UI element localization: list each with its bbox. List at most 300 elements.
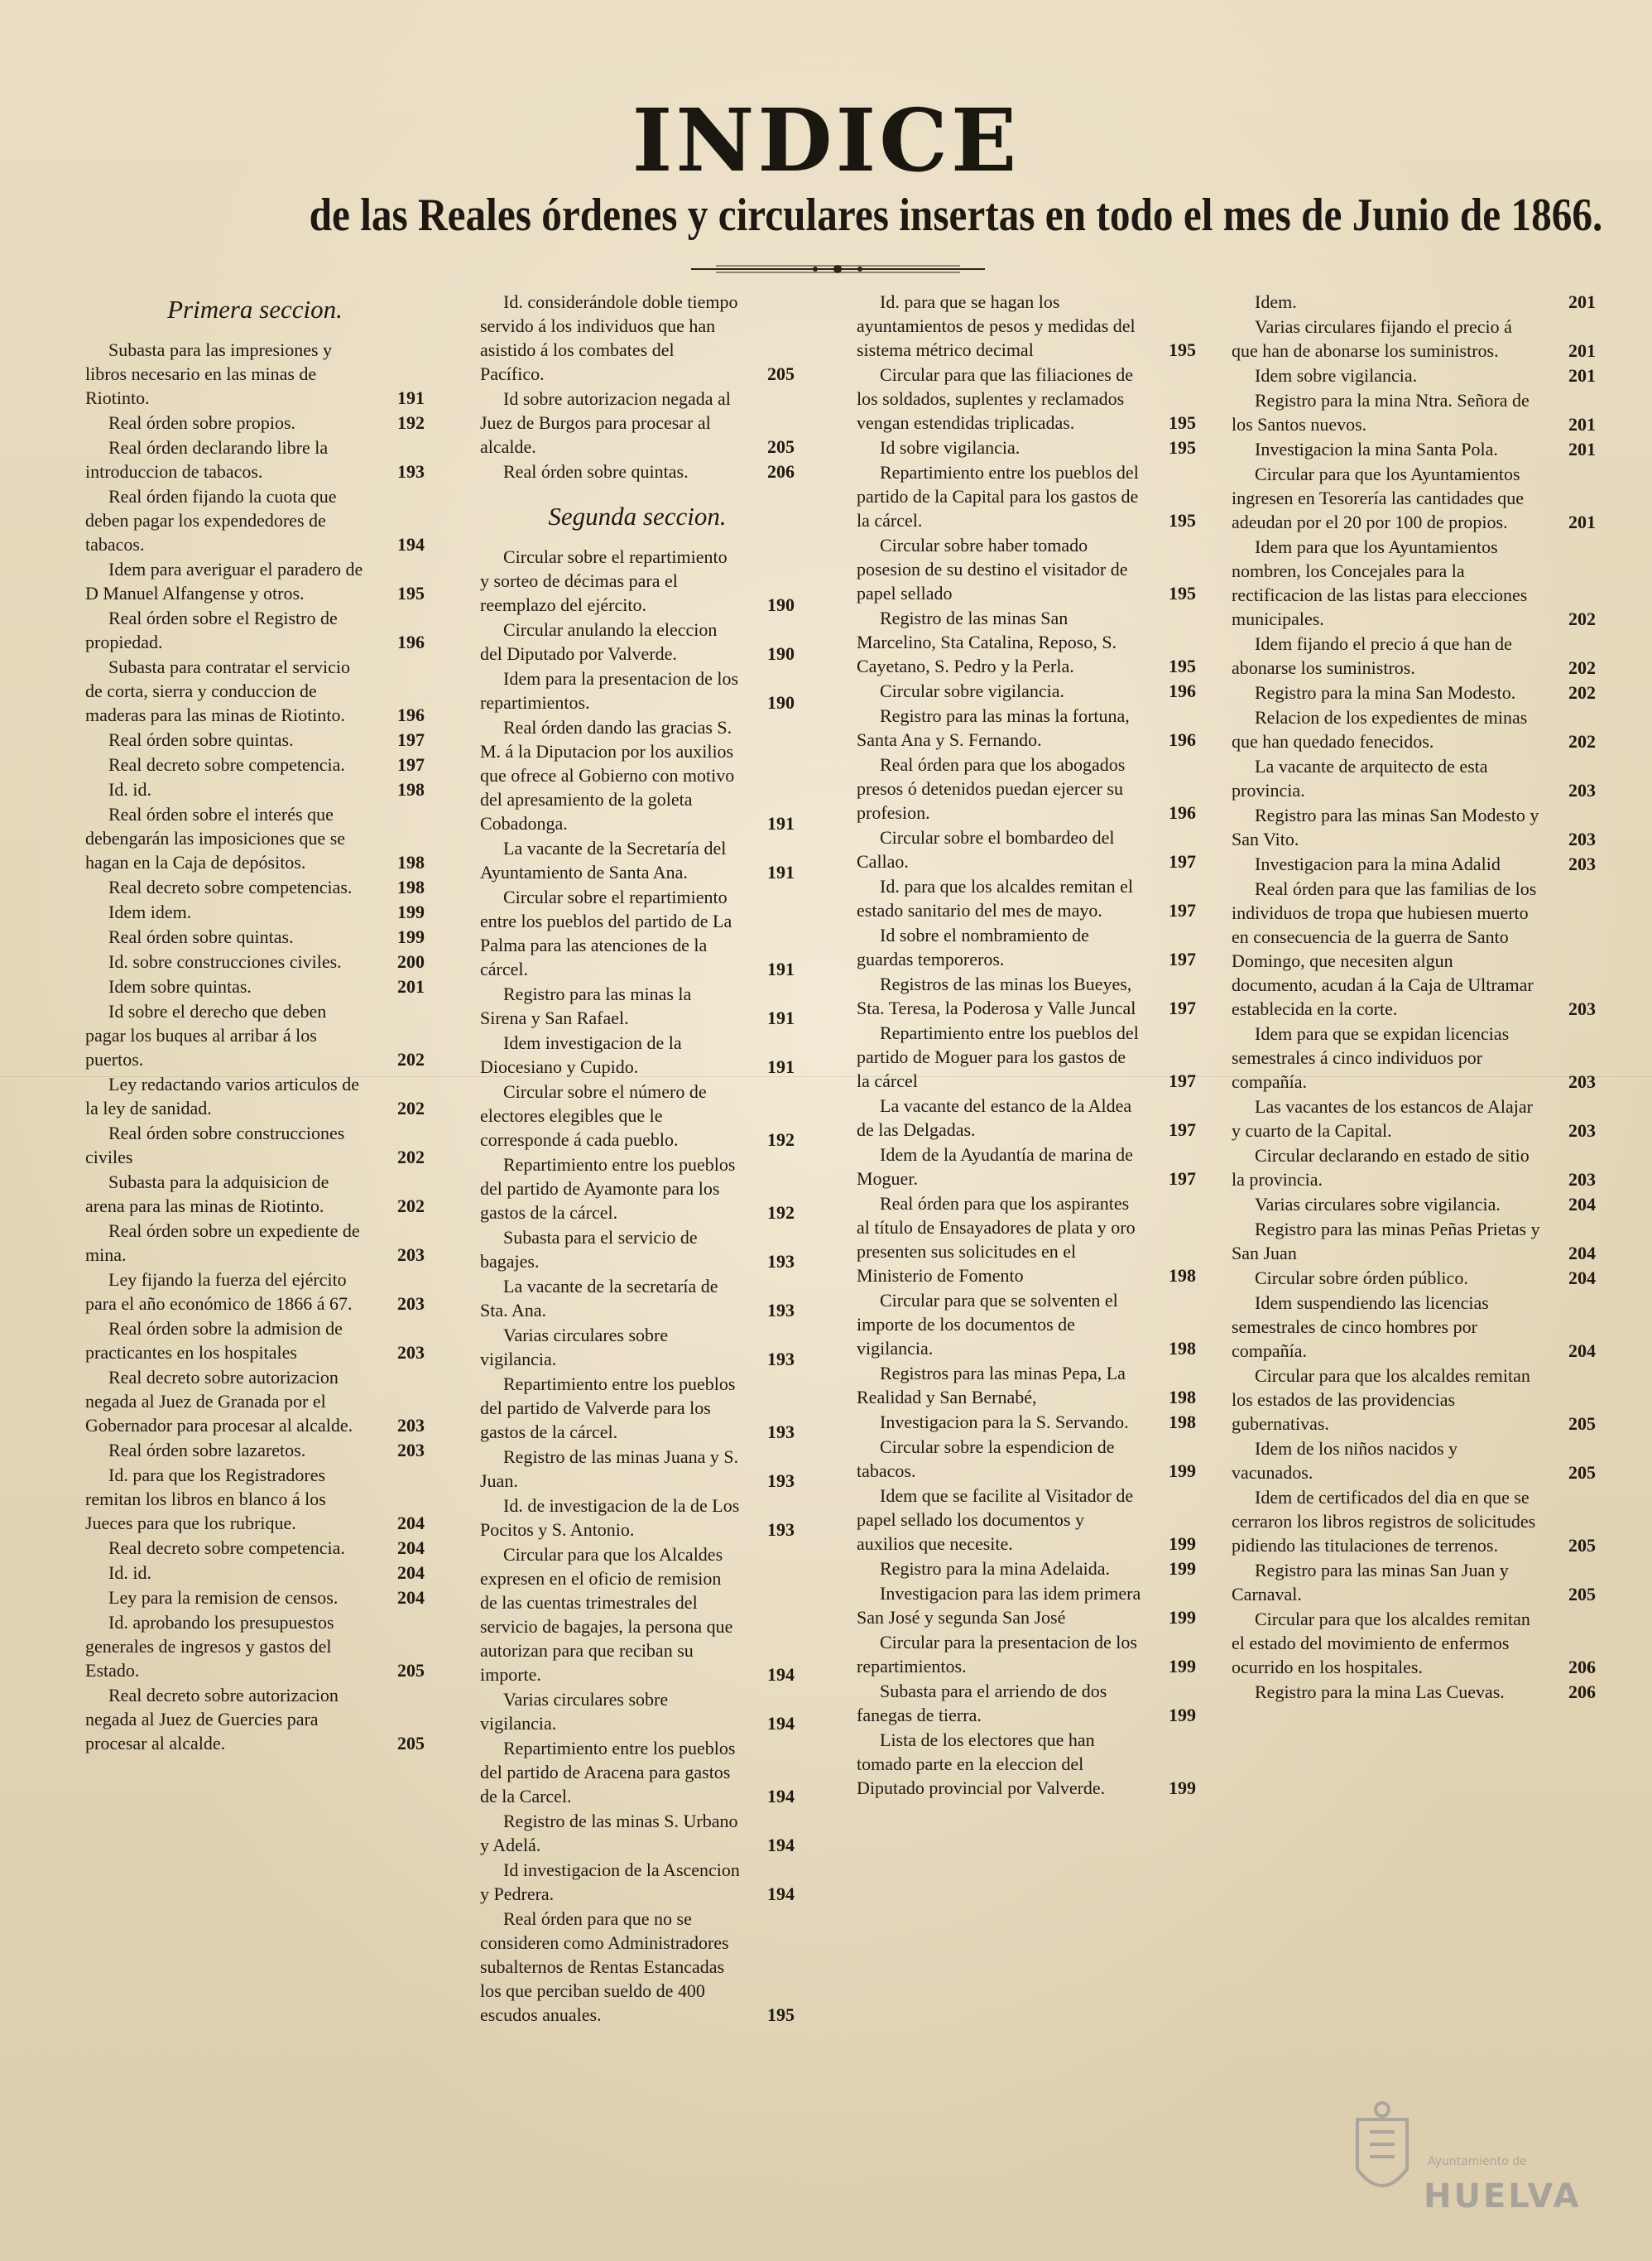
entry-page-number: 204: [397, 1513, 425, 1533]
entry-page-number: 204: [1568, 1194, 1596, 1215]
entry-text: Registro para las minas San Juan y Carnaval.: [1232, 1560, 1509, 1604]
index-entry: [857, 1288, 1196, 1360]
index-entry: [1232, 705, 1596, 753]
entry-text: Real decreto sobre autorizacion negada al Juez de Granada por el Gobernador para procesar al alcalde.: [85, 1367, 353, 1436]
entry-page-number: 205: [397, 1660, 425, 1681]
entry-text: Real órden sobre el interés que debengarán las imposiciones que se hagan en la Caja de depósitos.: [85, 804, 346, 873]
index-entry: [480, 387, 795, 459]
index-entry: [85, 484, 425, 556]
index-entry: [857, 1556, 1196, 1580]
entry-text: Real órden sobre propios.: [108, 412, 296, 433]
index-entry: [1232, 1143, 1596, 1191]
entry-page-number: 192: [767, 1202, 795, 1223]
entry-page-number: 195: [1169, 437, 1196, 458]
entry-page-number: 194: [397, 534, 425, 555]
entry-page-number: 199: [1169, 1558, 1196, 1579]
entry-text: Ley fijando la fuerza del ejército para el año económico de 1866 á 67.: [85, 1269, 353, 1314]
entry-page-number: 190: [767, 594, 795, 615]
entry-page-number: 196: [1169, 802, 1196, 823]
entry-page-number: 205: [767, 436, 795, 457]
index-entry: [85, 1610, 425, 1682]
entry-page-number: 201: [397, 976, 425, 997]
index-entry: [85, 974, 425, 998]
entry-page-number: 198: [1169, 1387, 1196, 1407]
column-2: [480, 290, 795, 2037]
entry-text: Real órden fijando la cuota que deben pagar los expendedores de tabacos.: [85, 486, 337, 555]
index-entry: [85, 802, 425, 874]
entry-text: Circular para que las filiaciones de los soldados, suplentes y reclamados vengan estendidas triplicadas.: [857, 364, 1134, 433]
entry-page-number: 192: [767, 1129, 795, 1150]
index-entry: [85, 900, 425, 924]
index-entry: [480, 836, 795, 884]
entry-page-number: 196: [1169, 681, 1196, 701]
entry-page-number: 202: [1568, 657, 1596, 678]
index-entry: [1232, 1094, 1596, 1143]
entry-text: Circular sobre el número de electores elegibles que le corresponde á cada pueblo.: [480, 1081, 707, 1150]
entry-text: Circular sobre vigilancia.: [880, 681, 1064, 701]
entry-page-number: 199: [1169, 1460, 1196, 1481]
entry-text: Registro para las minas la Sirena y San Rafael.: [480, 984, 692, 1028]
index-entry: [857, 1143, 1196, 1191]
index-entry: [857, 1679, 1196, 1727]
entry-text: Idem sobre vigilancia.: [1255, 365, 1418, 386]
index-entry: [857, 825, 1196, 873]
index-entry: [480, 1494, 795, 1542]
entry-page-number: 202: [1568, 682, 1596, 703]
index-entry: [85, 728, 425, 752]
entry-text: Real órden para que los aspirantes al título de Ensayadores de plata y oro presenten sus solicitudes en el Ministerio de Fomento: [857, 1193, 1136, 1286]
section-heading-primera: Primera seccion.: [167, 295, 343, 324]
index-entry: [857, 972, 1196, 1020]
index-entry: [857, 923, 1196, 971]
index-entry: [857, 1191, 1196, 1287]
entry-text: Idem suspendiendo las licencias semestrales de cinco hombres por compañía.: [1232, 1292, 1489, 1361]
entry-page-number: 202: [1568, 731, 1596, 752]
entry-page-number: 199: [1169, 1656, 1196, 1677]
entry-page-number: 204: [1568, 1340, 1596, 1361]
entry-text: Real órden sobre el Registro de propiedad.: [85, 608, 338, 652]
index-entry: [85, 1585, 425, 1609]
index-entry: [857, 1094, 1196, 1142]
entry-text: Repartimiento entre los pueblos del partido de Valverde para los gastos de la cárcel.: [480, 1373, 736, 1442]
entry-text: Circular sobre el repartimiento y sorteo de décimas para el reemplazo del ejército.: [480, 546, 728, 615]
entry-page-number: 203: [1568, 998, 1596, 1019]
index-entry: [480, 982, 795, 1030]
index-entry: [480, 1907, 795, 2027]
index-entry: [85, 655, 425, 727]
entry-page-number: 204: [397, 1562, 425, 1583]
entry-page-number: 193: [397, 461, 425, 482]
entry-page-number: 195: [397, 583, 425, 604]
entry-page-number: 197: [1169, 1168, 1196, 1189]
index-entry: [480, 1225, 795, 1273]
entry-text: Investigacion para la mina Adalid: [1255, 854, 1501, 874]
entry-page-number: 198: [1169, 1412, 1196, 1432]
entry-text: Real órden sobre construcciones civiles: [85, 1123, 345, 1167]
index-entry: [857, 1021, 1196, 1093]
entry-page-number: 198: [1169, 1265, 1196, 1286]
entry-text: Real órden sobre quintas.: [503, 461, 689, 482]
entry-text: Id. para que los alcaldes remitan el estado sanitario del mes de mayo.: [857, 876, 1134, 921]
entry-text: Idem de los niños nacidos y vacunados.: [1232, 1438, 1458, 1483]
index-entry: [85, 557, 425, 605]
index-entry: [1232, 1266, 1596, 1290]
entry-text: Idem de certificados del dia en que se cerraron los libros registros de solicitudes pidiendo las titulaciones de terrenos.: [1232, 1487, 1536, 1556]
archive-seal-text: HUELVA: [1424, 2177, 1582, 2215]
entry-text: Ley para la remision de censos.: [108, 1587, 339, 1608]
index-entry: [480, 290, 795, 386]
entry-page-number: 204: [1568, 1268, 1596, 1288]
column-4: [1232, 290, 1596, 2037]
entry-page-number: 206: [1568, 1681, 1596, 1702]
entry-page-number: 191: [397, 387, 425, 408]
entry-text: Circular para que los Ayuntamientos ingresen en Tesorería las cantidades que adeudan por el 20 por 100 de propios.: [1232, 464, 1524, 532]
index-entry: [1232, 1364, 1596, 1436]
entry-page-number: 203: [1568, 1120, 1596, 1141]
entry-text: La vacante de arquitecto de esta provincia.: [1232, 756, 1488, 801]
entry-text: Real órden dando las gracias S. M. á la Diputacion por los auxilios que ofrece al Gobierno con motivo del apresamiento de la goleta Cobadonga.: [480, 717, 735, 834]
entry-page-number: 203: [397, 1244, 425, 1265]
index-entry: [480, 545, 795, 617]
index-entry: [1232, 1558, 1596, 1606]
entry-page-number: 197: [397, 729, 425, 750]
index-entry: [480, 1031, 795, 1079]
entry-text: Real decreto sobre competencia.: [108, 754, 345, 775]
entry-page-number: 202: [397, 1147, 425, 1167]
index-entry: [85, 1170, 425, 1218]
entry-text: Registro de las minas Juana y S. Juan.: [480, 1446, 739, 1491]
entry-text: Circular para que los Alcaldes expresen en el oficio de remision de las cuentas trimestrales del servicio de bagajes, la persona que autorizan para que reciban su importe.: [480, 1544, 733, 1685]
entry-page-number: 201: [1568, 512, 1596, 532]
entry-page-number: 197: [1169, 1119, 1196, 1140]
entry-page-number: 194: [767, 1664, 795, 1685]
page-title: INDICE: [632, 89, 1020, 191]
entry-text: Real decreto sobre autorizacion negada al Juez de Guercies para procesar al alcalde.: [85, 1685, 339, 1753]
index-entry: [857, 1581, 1196, 1629]
entry-page-number: 197: [1169, 851, 1196, 872]
entry-page-number: 203: [397, 1293, 425, 1314]
index-entry: [85, 1121, 425, 1169]
entry-text: Id. id.: [108, 779, 151, 800]
entry-text: Idem sobre quintas.: [108, 976, 252, 997]
entry-text: Real órden para que las familias de los individuos de tropa que hubiesen muerto en consecuencia de la guerra de Santo Domingo, que necesiten algun documento, acudan á la Caja de Ultramar establecida en la corte.: [1232, 878, 1537, 1019]
index-entry: [85, 925, 425, 949]
index-entry: [857, 460, 1196, 532]
entry-text: Id sobre el nombramiento de guardas temporeros.: [857, 925, 1089, 969]
index-entry: [1232, 1680, 1596, 1704]
index-entry: [857, 533, 1196, 605]
entry-text: Idem.: [1255, 291, 1297, 312]
index-entry: [857, 363, 1196, 435]
entry-page-number: 195: [1169, 583, 1196, 604]
entry-page-number: 196: [397, 705, 425, 725]
entry-text: Id. id.: [108, 1562, 151, 1583]
entry-text: Real órden sobre un expediente de mina.: [85, 1220, 360, 1265]
index-entry: [480, 1152, 795, 1224]
entry-text: Id. de investigacion de la de Los Pocitos y S. Antonio.: [480, 1495, 740, 1540]
entry-page-number: 202: [397, 1049, 425, 1070]
index-entry: [1232, 1192, 1596, 1216]
index-entry: [1232, 1217, 1596, 1265]
entry-text: Repartimiento entre los pueblos del partido de Aracena para gastos de la Carcel.: [480, 1738, 736, 1806]
entry-text: Id sobre vigilancia.: [880, 437, 1020, 458]
index-entry: [85, 435, 425, 483]
entry-text: Registro para la mina Adelaida.: [880, 1558, 1110, 1579]
entry-page-number: 191: [767, 1056, 795, 1077]
entry-page-number: 193: [767, 1251, 795, 1272]
entry-text: Real órden sobre quintas.: [108, 926, 294, 947]
entry-text: Circular sobre la espendicion de tabacos.: [857, 1436, 1115, 1481]
entry-text: Lista de los electores que han tomado parte en la eleccion del Diputado provincial por Valverde.: [857, 1729, 1106, 1798]
entry-page-number: 203: [1568, 1169, 1596, 1190]
entry-page-number: 201: [1568, 291, 1596, 312]
entry-page-number: 205: [1568, 1413, 1596, 1434]
entry-text: Idem para que se expidan licencias semestrales á cinco individuos por compañía.: [1232, 1023, 1510, 1092]
entry-text: Id. sobre construcciones civiles.: [108, 951, 342, 972]
entry-page-number: 205: [767, 363, 795, 384]
entry-text: Id sobre autorizacion negada al Juez de Burgos para procesar al alcalde.: [480, 388, 731, 457]
entry-page-number: 203: [397, 1440, 425, 1460]
entry-text: Registro para la mina Ntra. Señora de los Santos nuevos.: [1232, 390, 1530, 435]
entry-page-number: 205: [1568, 1462, 1596, 1483]
entry-page-number: 201: [1568, 365, 1596, 386]
index-entry: [85, 1219, 425, 1267]
entry-text: Real órden sobre lazaretos.: [108, 1440, 306, 1460]
index-entry: [480, 715, 795, 835]
entry-text: Id. para que se hagan los ayuntamientos de pesos y medidas del sistema métrico decimal: [857, 291, 1136, 360]
entry-page-number: 204: [397, 1537, 425, 1558]
index-entry: [857, 1435, 1196, 1483]
index-entry: [480, 1323, 795, 1371]
entry-text: Registros de las minas los Bueyes, Sta. Teresa, la Poderosa y Valle Juncal: [857, 974, 1136, 1018]
index-entry: [857, 753, 1196, 825]
index-entry: [85, 1316, 425, 1364]
entry-text: La vacante de la Secretaría del Ayuntamiento de Santa Ana.: [480, 838, 727, 883]
entry-page-number: 199: [1169, 1533, 1196, 1554]
entry-text: Registro de las minas San Marcelino, Sta Catalina, Reposo, S. Cayetano, S. Pedro y la Perla.: [857, 608, 1117, 676]
entry-text: Investigacion la mina Santa Pola.: [1255, 439, 1498, 459]
column-1: [85, 290, 425, 2037]
index-entry: [1232, 803, 1596, 851]
entry-page-number: 201: [1568, 439, 1596, 459]
entry-page-number: 197: [1169, 1070, 1196, 1091]
entry-page-number: 203: [397, 1415, 425, 1436]
entry-page-number: 197: [1169, 900, 1196, 921]
entry-page-number: 197: [1169, 998, 1196, 1018]
entry-text: Subasta para el servicio de bagajes.: [480, 1227, 698, 1272]
entry-page-number: 195: [1169, 510, 1196, 531]
column-3: [857, 290, 1196, 2037]
index-entry: [1232, 852, 1596, 876]
entry-page-number: 199: [1169, 1607, 1196, 1628]
index-entry: [857, 435, 1196, 459]
entry-text: Real órden para que no se consideren como Administradores subalternos de Rentas Estancadas los que perciban sueldo de 400 escudos anuales.: [480, 1908, 729, 2025]
entry-page-number: 193: [767, 1422, 795, 1442]
entry-page-number: 198: [397, 779, 425, 800]
index-entry: [480, 1858, 795, 1906]
entry-page-number: 195: [1169, 339, 1196, 360]
index-entry: [85, 1268, 425, 1316]
index-entry: [857, 874, 1196, 922]
entry-page-number: 197: [1169, 949, 1196, 969]
entry-text: Id investigacion de la Ascencion y Pedrera.: [480, 1859, 740, 1904]
entry-text: Varias circulares sobre vigilancia.: [1255, 1194, 1501, 1215]
index-entry: [1232, 1485, 1596, 1557]
entry-page-number: 203: [1568, 854, 1596, 874]
index-entry: [85, 1463, 425, 1535]
entry-text: Circular para que los alcaldes remitan el estado del movimiento de enfermos ocurrido en los hospitales.: [1232, 1609, 1530, 1677]
index-entry: [857, 1630, 1196, 1678]
entry-page-number: 190: [767, 692, 795, 713]
index-entry: [1232, 1436, 1596, 1484]
index-entry: [480, 1274, 795, 1322]
entry-text: Idem que se facilite al Visitador de papel sellado los documentos y auxilios que necesite.: [857, 1485, 1134, 1554]
entry-page-number: 196: [397, 632, 425, 652]
entry-page-number: 194: [767, 1883, 795, 1904]
entry-page-number: 202: [397, 1098, 425, 1118]
index-entry: [85, 777, 425, 801]
entry-page-number: 197: [397, 754, 425, 775]
entry-text: Subasta para las impresiones y libros necesario en las minas de Riotinto.: [85, 339, 333, 408]
entry-text: Id sobre el derecho que deben pagar los buques al arribar á los puertos.: [85, 1001, 327, 1070]
entry-text: Idem idem.: [108, 902, 192, 922]
entry-page-number: 198: [1169, 1338, 1196, 1359]
archive-seal-caption: Ayuntamiento de: [1428, 2155, 1527, 2168]
index-entry: [480, 618, 795, 666]
index-entry: [480, 1687, 795, 1735]
entry-text: Circular sobre el bombardeo del Callao.: [857, 827, 1115, 872]
index-entry: [480, 459, 795, 483]
entry-page-number: 202: [1568, 609, 1596, 629]
entry-text: Investigacion para las idem primera San José y segunda San José: [857, 1583, 1141, 1628]
entry-text: Circular para que los alcaldes remitan los estados de las providencias gubernativas.: [1232, 1365, 1530, 1434]
index-entry: [85, 1365, 425, 1437]
index-entry: [1232, 1291, 1596, 1363]
index-entry: [1232, 1607, 1596, 1679]
entry-text: Real órden sobre la admision de practicantes en los hospitales: [85, 1318, 343, 1363]
entry-page-number: 193: [767, 1470, 795, 1491]
entry-page-number: 203: [1568, 780, 1596, 801]
entry-text: Id. para que los Registradores remitan los libros en blanco á los Jueces para que los rubrique.: [85, 1465, 326, 1533]
entry-text: Varias circulares sobre vigilancia.: [480, 1689, 669, 1734]
entry-page-number: 191: [767, 1008, 795, 1028]
entry-text: La vacante de la secretaría de Sta. Ana.: [480, 1276, 718, 1321]
index-entry: [85, 1072, 425, 1120]
entry-text: Real órden declarando libre la introduccion de tabacos.: [85, 437, 329, 482]
entry-text: Registro para la mina San Modesto.: [1255, 682, 1516, 703]
entry-page-number: 195: [1169, 412, 1196, 433]
index-entry: [1232, 632, 1596, 680]
entry-page-number: 193: [767, 1349, 795, 1369]
section-heading-segunda: Segunda seccion.: [548, 502, 727, 531]
entry-text: Circular anulando la eleccion del Diputado por Valverde.: [480, 619, 718, 664]
index-entry: [85, 1536, 425, 1560]
index-entry: [85, 338, 425, 410]
entry-page-number: 191: [767, 862, 795, 883]
entry-page-number: 194: [767, 1786, 795, 1806]
entry-text: Real órden sobre quintas.: [108, 729, 294, 750]
entry-text: Subasta para la adquisicion de arena para las minas de Riotinto.: [85, 1171, 329, 1216]
entry-text: Las vacantes de los estancos de Alajar y cuarto de la Capital.: [1232, 1096, 1533, 1141]
entry-text: Idem de la Ayudantía de marina de Moguer.: [857, 1144, 1133, 1189]
entry-text: Circular para la presentacion de los repartimientos.: [857, 1632, 1137, 1677]
entry-text: Registro para las minas Peñas Prietas y San Juan: [1232, 1219, 1540, 1263]
entry-page-number: 205: [397, 1733, 425, 1753]
entry-page-number: 205: [1568, 1584, 1596, 1604]
entry-text: Circular declarando en estado de sitio la provincia.: [1232, 1145, 1530, 1190]
entry-text: Circular sobre haber tomado posesion de su destino el visitador de papel sellado: [857, 535, 1128, 604]
entry-text: Subasta para el arriendo de dos fanegas de tierra.: [857, 1681, 1107, 1725]
entry-text: Circular para que se solventen el importe de los documentos de vigilancia.: [857, 1290, 1118, 1359]
entry-text: Investigacion para la S. Servando.: [880, 1412, 1129, 1432]
entry-text: Idem para la presentacion de los repartimientos.: [480, 668, 739, 713]
entry-text: Registros para las minas Pepa, La Realidad y San Bernabé,: [857, 1363, 1126, 1407]
index-entry: [480, 1445, 795, 1493]
entry-text: Idem investigacion de la Diocesiano y Cupido.: [480, 1032, 682, 1077]
index-entry: [480, 1736, 795, 1808]
entry-page-number: 199: [1169, 1778, 1196, 1798]
ornamental-rule: [691, 263, 985, 275]
page-subtitle: de las Reales órdenes y circulares insertas en todo el mes de Junio de 1866.: [309, 190, 1603, 241]
entry-page-number: 195: [767, 2004, 795, 2025]
index-entry: [85, 1561, 425, 1585]
index-entry: [480, 1542, 795, 1686]
entry-page-number: 206: [767, 461, 795, 482]
index-entry: [85, 875, 425, 899]
entry-page-number: 198: [397, 852, 425, 873]
entry-page-number: 206: [1568, 1657, 1596, 1677]
index-entry: [1232, 1022, 1596, 1094]
entry-page-number: 198: [397, 877, 425, 897]
entry-text: Repartimiento entre los pueblos del partido de Ayamonte para los gastos de la cárcel.: [480, 1154, 736, 1223]
entry-text: Registro de las minas S. Urbano y Adelá.: [480, 1811, 738, 1855]
entry-page-number: 191: [767, 959, 795, 979]
entry-text: Registro para las minas San Modesto y San Vito.: [1232, 805, 1539, 849]
entry-page-number: 194: [767, 1835, 795, 1855]
entry-page-number: 204: [1568, 1243, 1596, 1263]
entry-text: Idem para que los Ayuntamientos nombren, los Concejales para la rectificacion de las listas para elecciones municipales.: [1232, 536, 1528, 629]
entry-text: Registro para la mina Las Cuevas.: [1255, 1681, 1505, 1702]
entry-text: Circular sobre órden público.: [1255, 1268, 1468, 1288]
entry-page-number: 204: [397, 1587, 425, 1608]
index-entry: [85, 999, 425, 1071]
index-entry: [1232, 535, 1596, 631]
index-entry: [1232, 388, 1596, 436]
entry-text: Varias circulares sobre vigilancia.: [480, 1325, 669, 1369]
entry-page-number: 194: [767, 1713, 795, 1734]
index-entry: [1232, 754, 1596, 802]
index-entry: [857, 1410, 1196, 1434]
index-entry: [857, 606, 1196, 678]
index-entry: [480, 1809, 795, 1857]
index-entry: [85, 1683, 425, 1755]
entry-page-number: 203: [1568, 829, 1596, 849]
entry-text: Varias circulares fijando el precio á que han de abonarse los suministros.: [1232, 316, 1512, 361]
entry-text: Registro para las minas la fortuna, Santa Ana y S. Fernando.: [857, 705, 1130, 750]
index-entry: [1232, 437, 1596, 461]
index-entry: [85, 753, 425, 777]
entry-text: Id. considerándole doble tiempo servido á los individuos que han asistido á los combates del Pacífico.: [480, 291, 738, 384]
entry-text: Ley redactando varios articulos de la ley de sanidad.: [85, 1074, 359, 1118]
entry-text: Idem para averiguar el paradero de D Manuel Alfangense y otros.: [85, 559, 363, 604]
entry-text: Repartimiento entre los pueblos del partido de Moguer para los gastos de la cárcel: [857, 1022, 1139, 1091]
entry-page-number: 202: [397, 1195, 425, 1216]
entry-text: Real decreto sobre competencia.: [108, 1537, 345, 1558]
entry-text: Repartimiento entre los pueblos del partido de la Capital para los gastos de la cárcel.: [857, 462, 1139, 531]
entry-page-number: 193: [767, 1519, 795, 1540]
index-entry: [480, 1372, 795, 1444]
entry-text: La vacante del estanco de la Aldea de las Delgadas.: [857, 1095, 1132, 1140]
